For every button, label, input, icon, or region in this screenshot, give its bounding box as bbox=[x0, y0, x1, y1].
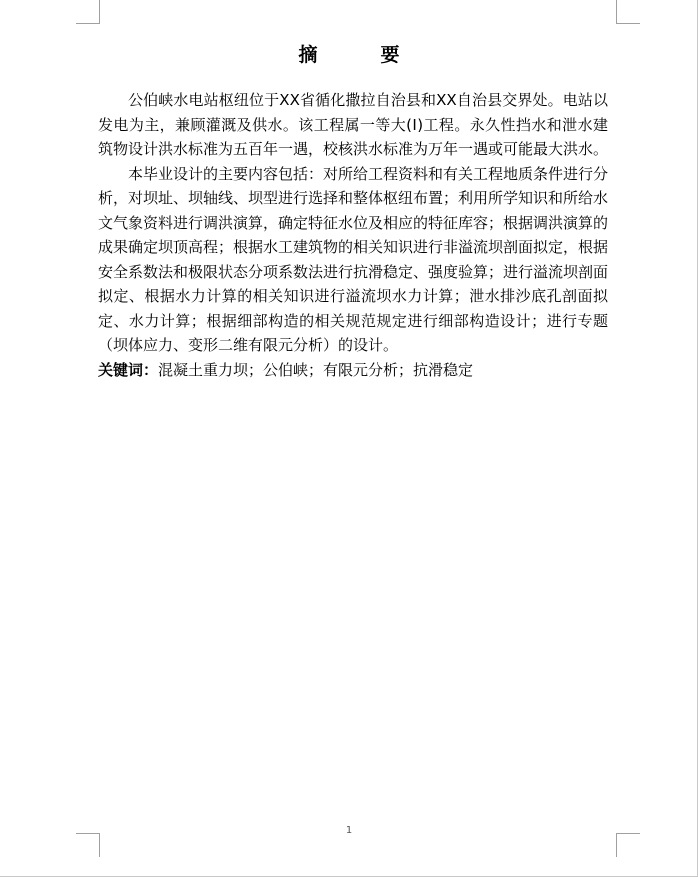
keywords-label: 关键词： bbox=[98, 360, 159, 379]
paragraph-2: 本毕业设计的主要内容包括：对所给工程资料和有关工程地质条件进行分析，对坝址、坝轴线、坝型进行选择和整体枢纽布置；利用所学知识和所给水文气象资料进行调洪演算，确定特征水位及相应的特征库容；根据调洪演算的成果确定坝顶高程；根据水工建筑物的相关知识进行非溢流坝剖面拟定，根据安全系数法和极限状态分项系数法进行抗滑稳定、强度验算；进行溢流坝剖面拟定、根据水力计算的相关知识进行溢流坝水力计算；泄水排沙底孔剖面拟定、水力计算；根据细部构造的相关规范规定进行细部构造设计；进行专题（坝体应力、变形二维有限元分析）的设计。 bbox=[98, 164, 609, 354]
margin-corner-bottom-left bbox=[76, 833, 100, 857]
margin-corner-top-left bbox=[76, 0, 100, 24]
page-number: 1 bbox=[345, 825, 353, 836]
margin-corner-top-right bbox=[616, 0, 640, 24]
paragraph-1: 公伯峡水电站枢纽位于XX省循化撒拉自治县和XX自治县交界处。电站以发电为主，兼顾灌溉及供水。该工程属一等大(Ⅰ)工程。永久性挡水和泄水建筑物设计洪水标准为五百年一遇，校核洪水标准为万年一遇或可能最大洪水。 bbox=[98, 91, 609, 158]
abstract-title: 摘 要 bbox=[298, 44, 422, 66]
keywords-text: 混凝土重力坝；公伯峡；有限元分析；抗滑稳定 bbox=[158, 360, 474, 379]
margin-corner-bottom-right bbox=[616, 833, 640, 857]
abstract-body bbox=[98, 88, 608, 382]
keywords-line bbox=[98, 358, 608, 383]
